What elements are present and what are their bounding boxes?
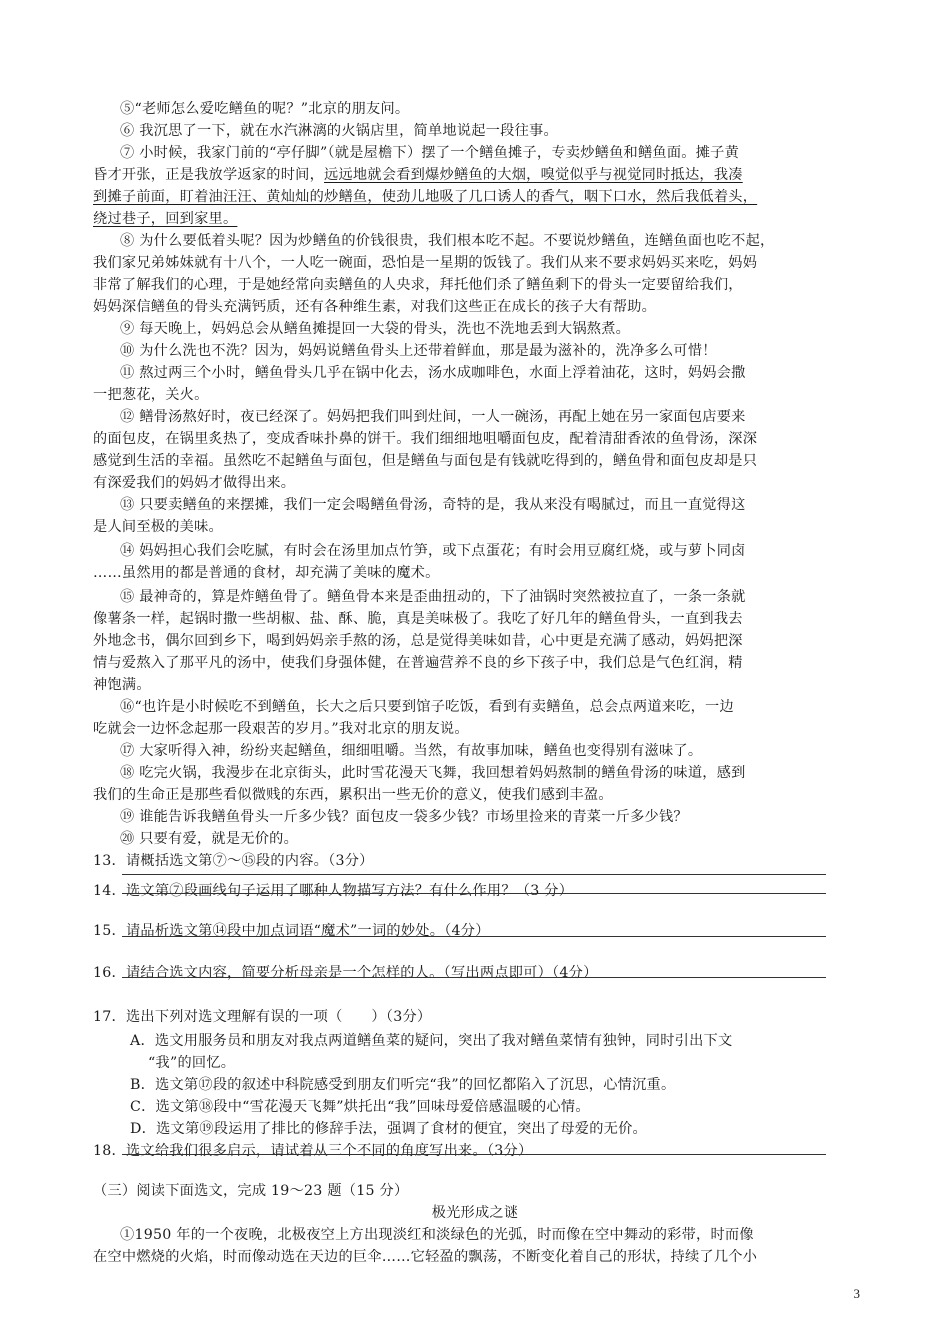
paragraph-20: ⑳ 只要有爱，就是无价的。 <box>120 831 299 847</box>
answer-line-18[interactable] <box>122 1154 826 1155</box>
paragraph-8-line-1: ⑧ 为什么要低着头呢？因为炒鳝鱼的价钱很贵，我们根本吃不起。不要说炒鳝鱼，连鳝鱼面也吃不起， <box>120 233 775 249</box>
section-3-title: 极光形成之谜 <box>431 1205 519 1221</box>
answer-line-13[interactable] <box>122 874 826 875</box>
answer-line-14[interactable] <box>122 893 826 894</box>
paragraph-13-line-1: ⑬ 只要卖鳝鱼的来摆摊，我们一定会喝鳝鱼骨汤，奇特的是，我从来没有喝腻过，而且一直觉得这 <box>120 497 746 513</box>
section-3-heading: （三）阅读下面选文，完成 19～23 题（15 分） <box>93 1183 409 1199</box>
paragraph-15-line-3: 外地念书，偶尔回到乡下，喝到妈妈亲手熬的汤，总是觉得美味如昔，心中更是充满了感动，妈妈把深 <box>93 633 743 649</box>
paragraph-14-line-2: ……虽然用的都是普通的食材，却充满了美味的魔术。 <box>93 565 440 581</box>
paragraph-7-text: 昏才开张，正是我放学返家的时间， <box>93 167 325 183</box>
paragraph-11-line-2: 一把葱花，关火。 <box>93 387 209 403</box>
paragraph-17: ⑰ 大家听得入神，纷纷夹起鳝鱼，细细咀嚼。当然，有故事加味，鳝鱼也变得别有滋味了。 <box>120 743 703 759</box>
paragraph-7-line-1: ⑦ 小时候，我家门前的“亭仔脚”（就是屋檐下）摆了一个鳝鱼摊子，专卖炒鳝鱼和鳝鱼面。摊子黄 <box>120 145 740 161</box>
paragraph-15-line-1: ⑮ 最神奇的，算是炸鳝鱼骨了。鳝鱼骨本来是歪曲扭动的，下了油锅时突然被拉直了，一条一条就 <box>120 589 746 605</box>
question-18: 18．选文给我们很多启示，请试着从三个不同的角度写出来。（3分） <box>93 1143 533 1159</box>
paragraph-18-line-2: 我们的生命正是那些看似微贱的东西，累积出一些无价的意义，使我们感到丰盈。 <box>93 787 613 803</box>
paragraph-12-line-3: 感觉到生活的幸福。虽然吃不起鳝鱼与面包，但是鳝鱼与面包是有钱就吃得到的，鳝鱼骨和面包皮却是只 <box>93 453 758 469</box>
paragraph-9: ⑨ 每天晚上，妈妈总会从鳝鱼摊提回一大袋的骨头，洗也不洗地丢到大锅熬煮。 <box>120 321 631 337</box>
paragraph-10: ⑩ 为什么洗也不洗？因为，妈妈说鳝鱼骨头上还带着鲜血，那是最为滋补的，洗净多么可惜！ <box>120 343 717 359</box>
underlined-sentence: 远远地就会看到爆炒鳝鱼的大烟，嗅觉似乎与视觉同时抵达，我凑 <box>324 167 743 183</box>
answer-line-16[interactable] <box>122 977 826 978</box>
paragraph-5: ⑤“老师怎么爱吃鳝鱼的呢？”北京的朋友问。 <box>120 101 410 117</box>
underlined-sentence-line-3: 到摊子前面，盯着油汪汪、黄灿灿的炒鳝鱼，使劲儿地吸了几口诱人的香气，咽下口水，然后我低着头， <box>93 189 758 205</box>
paragraph-12-line-2: 的面包皮，在锅里炙热了，变成香味扑鼻的饼干。我们细细地咀嚼面包皮，配着清甜香浓的鱼骨汤，深深 <box>93 431 758 447</box>
question-17: 17．选出下列对选文理解有误的一项（ ）（3分） <box>93 1009 432 1025</box>
section-3-paragraph-1-line-2: 在空中燃烧的火焰，时而像动选在天边的巨伞……它轻盈的飘荡，不断变化着自己的形状，持续了几个小 <box>93 1249 758 1265</box>
option-a-line-1: A．选文用服务员和朋友对我点两道鳝鱼菜的疑问，突出了我对鳝鱼菜情有独钟，同时引出下文 <box>130 1033 733 1049</box>
paragraph-7-line-2 <box>93 164 868 186</box>
question-16: 16．请结合选文内容，简要分析母亲是一个怎样的人。（写出两点即可）（4分） <box>93 965 598 981</box>
paragraph-8-line-3: 非常了解我们的心理，于是她经常向卖鳝鱼的人央求，拜托他们杀了鳝鱼剩下的骨头一定要留给我们， <box>93 277 743 293</box>
page-number: 3 <box>853 1286 860 1301</box>
option-c: C．选文第⑱段中“雪花漫天飞舞”烘托出“我”回味母爱倍感温暖的心情。 <box>130 1099 590 1115</box>
answer-line-15[interactable] <box>122 936 826 937</box>
paragraph-13-line-2: 是人间至极的美味。 <box>93 519 223 535</box>
question-13: 13．请概括选文第⑦～⑮段的内容。（3分） <box>93 853 374 869</box>
paragraph-15-line-4: 情与爱熬入了那平凡的汤中，使我们身强体健，在普遍营养不良的乡下孩子中，我们总是气色红润，精 <box>93 655 743 671</box>
paragraph-11-line-1: ⑪ 熬过两三个小时，鳝鱼骨头几乎在锅中化去，汤水成咖啡色，水面上浮着油花，这时，妈妈会撒 <box>120 365 746 381</box>
paragraph-16-line-1: ⑯“也许是小时候吃不到鳝鱼，长大之后只要到馆子吃饭，看到有卖鳝鱼，总会点两道来吃，一边 <box>120 699 734 715</box>
underlined-sentence-line-4: 绕过巷子，回到家里。 <box>93 211 238 227</box>
paragraph-8-line-2: 我们家兄弟姊妹就有十八个，一人吃一碗面，恐怕是一星期的饭钱了。我们从来不要求妈妈买来吃，妈妈 <box>93 255 758 271</box>
question-14: 14．选文第⑦段画线句子运用了哪种人物描写方法？有什么作用？（3 分） <box>93 883 574 899</box>
paragraph-8-line-4: 妈妈深信鳝鱼的骨头充满钙质，还有各种维生素，对我们这些正在成长的孩子大有帮助。 <box>93 299 657 315</box>
paragraph-15-line-2: 像薯条一样，起锅时撒一些胡椒、盐、酥、脆，真是美味极了。我吃了好几年的鳝鱼骨头，一直到我去 <box>93 611 743 627</box>
option-a-line-2: “我”的回忆。 <box>148 1055 236 1071</box>
paragraph-19: ⑲ 谁能告诉我鳝鱼骨头一斤多少钱？面包皮一袋多少钱？市场里捡来的青菜一斤多少钱？ <box>120 809 688 825</box>
paragraph-14-line-1: ⑭ 妈妈担心我们会吃腻，有时会在汤里加点竹笋，或下点蛋花；有时会用豆腐红烧，或与萝卜同卤 <box>120 543 746 559</box>
option-b: B．选文第⑰段的叙述中科院感受到朋友们听完“我”的回忆都陷入了沉思，心情沉重。 <box>130 1077 676 1093</box>
question-15: 15．请品析选文第⑭段中加点词语“魔术”一词的妙处。（4分） <box>93 923 490 939</box>
paragraph-18-line-1: ⑱ 吃完火锅，我漫步在北京街头，此时雪花漫天飞舞，我回想着妈妈熬制的鳝鱼骨汤的味道，感到 <box>120 765 746 781</box>
option-d: D．选文第⑲段运用了排比的修辞手法，强调了食材的便宜，突出了母爱的无价。 <box>130 1121 647 1137</box>
paragraph-12-line-1: ⑫ 鳝骨汤熬好时，夜已经深了。妈妈把我们叫到灶间，一人一碗汤，再配上她在另一家面包店要来 <box>120 409 746 425</box>
paragraph-16-line-2: 吃就会一边怀念起那一段艰苦的岁月。”我对北京的朋友说。 <box>93 721 469 737</box>
section-3-paragraph-1-line-1: ①1950 年的一个夜晚，北极夜空上方出现淡红和淡绿色的光弧，时而像在空中舞动的彩带，时而像 <box>120 1227 754 1243</box>
paragraph-6: ⑥ 我沉思了一下，就在水汽淋漓的火锅店里，简单地说起一段往事。 <box>120 123 558 139</box>
paragraph-15-line-5: 神饱满。 <box>93 677 151 693</box>
paragraph-12-line-4: 有深爱我们的妈妈才做得出来。 <box>93 475 296 491</box>
